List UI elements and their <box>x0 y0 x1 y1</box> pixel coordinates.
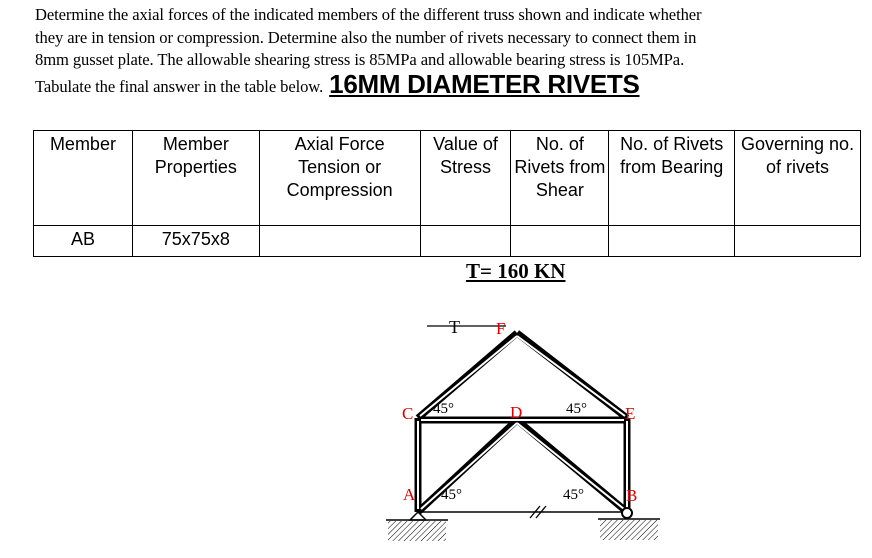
load-title: T= 160 KN <box>466 259 566 283</box>
header-rivets-bearing: No. of Rivets from Bearing <box>609 131 735 226</box>
header-member-properties: Member Properties <box>132 131 259 226</box>
angle-label-B: 45° <box>563 487 584 503</box>
node-label-C: C <box>402 404 414 423</box>
header-rivets-shear: No. of Rivets from Shear <box>511 131 609 226</box>
node-label-A: A <box>403 485 416 504</box>
angle-label-C: 45° <box>433 401 454 417</box>
angle-label-E: 45° <box>566 401 587 417</box>
cell-member: AB <box>34 226 133 257</box>
roller-support-B <box>622 508 632 518</box>
problem-line-3: 8mm gusset plate. The allowable shearing stress is 85MPa and allowable bearing stress is 105MPa. <box>35 50 685 69</box>
ground-hatch-A <box>388 521 446 541</box>
header-governing-rivets: Governing no. of rivets <box>735 131 861 226</box>
rivet-diameter-heading: 16MM DIAMETER RIVETS <box>329 68 640 99</box>
header-value-of-stress: Value of Stress <box>420 131 511 226</box>
load-label: T <box>449 317 460 337</box>
node-label-E: E <box>625 404 636 423</box>
header-axial-force: Axial Force Tension or Compression <box>259 131 420 226</box>
ground-hatch-B <box>600 520 658 540</box>
angle-label-A: 45° <box>441 487 462 503</box>
node-label-F: F <box>496 319 506 338</box>
problem-line-2: they are in tension or compression. Determine also the number of rivets necessary to connect them in <box>35 27 697 47</box>
problem-line-1: Determine the axial forces of the indicated members of the different truss shown and indicate whether <box>35 5 702 24</box>
node-label-D: D <box>510 403 523 422</box>
pin-support-A <box>410 512 426 520</box>
problem-line-4-text: Tabulate the final answer in the table below. <box>35 76 324 96</box>
cell-member-properties: 75x75x8 <box>132 226 259 257</box>
node-label-B: B <box>626 486 638 505</box>
header-member: Member <box>34 131 133 226</box>
